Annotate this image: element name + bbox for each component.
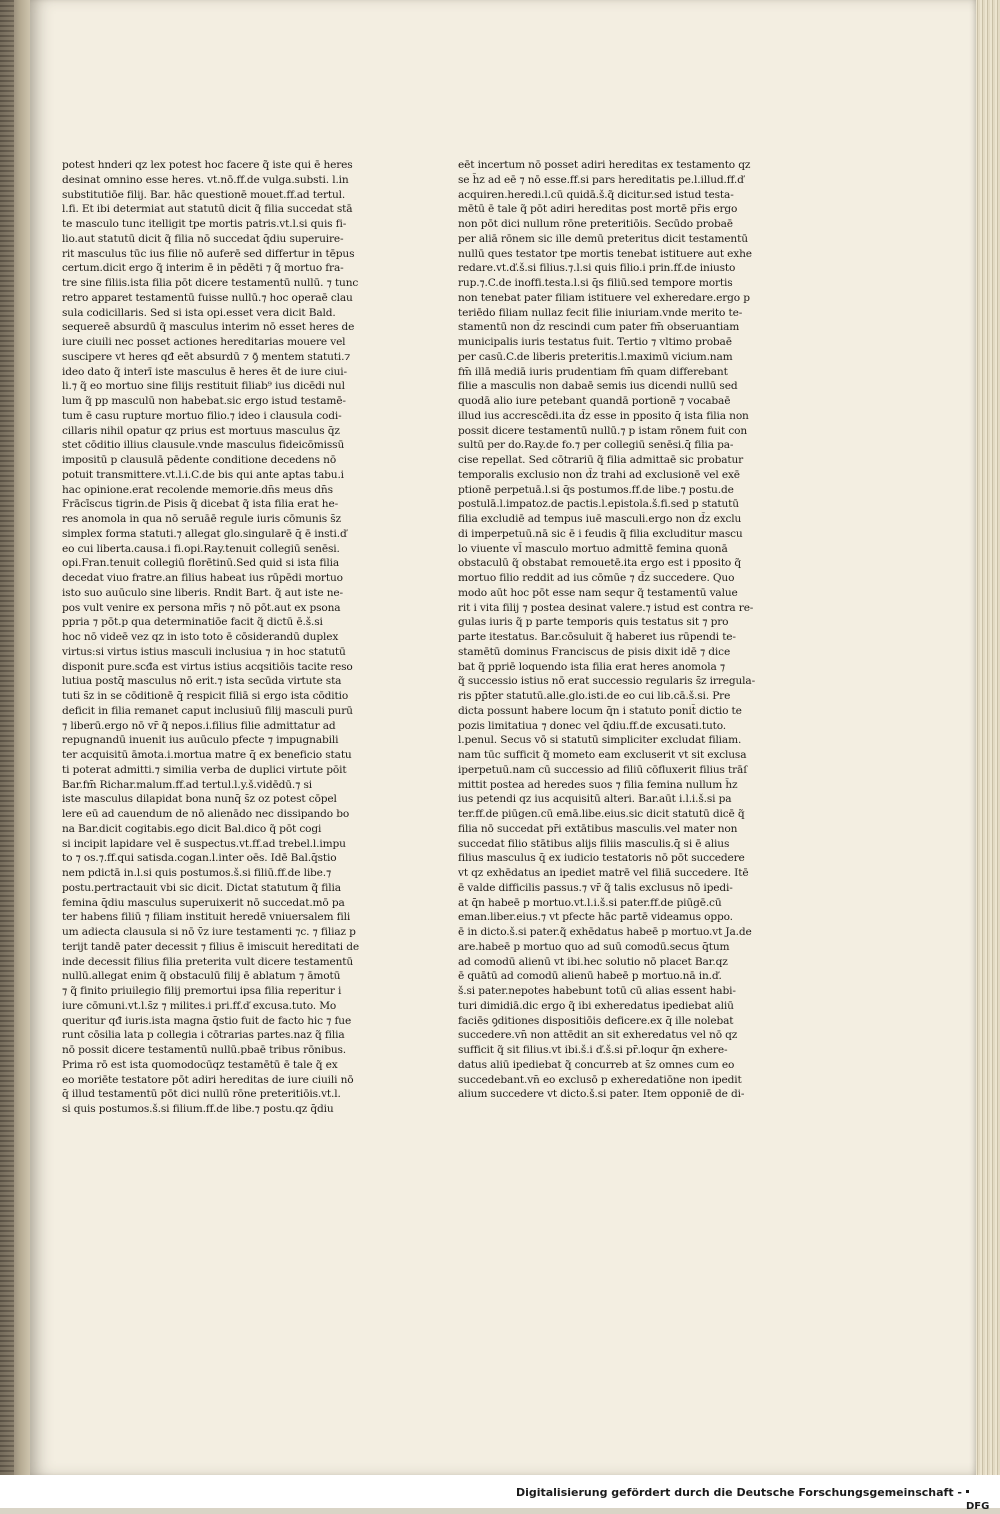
- text-line: q̃ successio istius nō erat successio regularis s̄z irregula-: [458, 675, 755, 688]
- text-line: repugnandū inuenit ius auūculo pfecte ⁊ impugnabili: [62, 734, 339, 747]
- text-line: nam tūc sufficit q̃ mometo eam excluserit vt sit exclusa: [458, 749, 747, 761]
- text-line: gulas iuris q̃ p parte temporis quis testatus sit ⁊ pro: [458, 616, 729, 629]
- text-line: tuti s̄z in se cōditionē q̄ respicit filiā si ergo ista cōditio: [62, 690, 349, 702]
- text-line: succedebant.vn̄ eo exclusō p exheredatiōne non ipedit: [458, 1073, 742, 1086]
- text-line: pos vult venire ex persona mr̄is ⁊ nō pōt.aut ex psona: [62, 601, 341, 614]
- text-line: hac opinione.erat recolende memorie.dn̄s meus dn̄s: [62, 483, 333, 496]
- text-line: possit dicere testamentū nullū.⁊ p istam rōnem fuit con: [458, 424, 748, 437]
- text-line: obstaculū q̃ obstabat remouetē.ita ergo est i pposito q̃: [458, 557, 742, 570]
- text-line: nullū ques testator tpe mortis tenebat istituere aut exhe: [458, 247, 752, 260]
- text-line: quodā alio iure petebant quandā portionē ⁊ vocabaē: [458, 395, 731, 407]
- text-line: ⁊ q̃ finito priuilegio filij premortui ipsa filia reperitur i: [62, 985, 342, 997]
- text-line: retro apparet testamentū fuisse nullū.⁊ hoc operaē clau: [62, 291, 353, 304]
- text-line: modo aūt hoc pōt esse nam sequr q̃ testamentū value: [458, 586, 738, 599]
- text-line: hoc nō videē vez qz in isto toto ē cōsiderandū duplex: [62, 631, 339, 643]
- text-line: filia nō succedat pr̄i extātibus masculis.vel mater non: [458, 822, 738, 835]
- text-line: potest hnderi qz lex potest hoc facere q̃ iste qui ē heres: [62, 159, 353, 171]
- binding-texture: [0, 0, 14, 1475]
- text-line: impositū p clausulā pēdente conditione decedens nō: [62, 454, 337, 466]
- text-line: opi.Fran.tenuit collegiū florētinū.Sed quid si ista filia: [62, 557, 340, 570]
- text-line: na Bar.dicit cogitabis.ego dicit Bal.dico q̃ pōt cogi: [62, 822, 322, 835]
- text-line: datus aliū ipediebat q̃ concurreb at s̄z omnes cum eo: [458, 1058, 735, 1071]
- text-line: fm̄ illā mediā iuris prudentiam fm̄ quam differebant: [458, 365, 728, 378]
- text-line: deficit in filia remanet caput inclusiuū filij masculi purū: [62, 704, 353, 717]
- text-line: te masculo tunc itelligit tpe mortis patris.vt.l.si quis fi-: [62, 218, 347, 230]
- text-line: queritur qđ iuris.ista magna q̄stio fuit de facto hic ⁊ fue: [62, 1014, 352, 1027]
- right-text-column: [458, 158, 794, 1102]
- dfg-logo: [966, 1484, 994, 1512]
- text-line: nem pdictā in.l.si quis postumos.š.si filiū.ff.de libe.⁊: [62, 867, 332, 879]
- text-line: potuit transmittere.vt.l.i.C.de bis qui ante aptas tabu.i: [62, 468, 344, 481]
- text-line: illud ius accrescēdi.ita d̄z esse in pposito q̄ ista filia non: [458, 409, 749, 422]
- text-line: si quis postumos.š.si filium.ff.de libe.⁊ postu.qz q̄diu: [62, 1103, 334, 1115]
- text-line: per casū.C.de liberis preteritis.l.maximū vicium.nam: [458, 350, 733, 363]
- text-line: iure cōmuni.vt.l.s̄z ⁊ milites.i pri.ff.ď excusa.tuto. Mo: [62, 999, 337, 1012]
- text-line: sultū per do.Ray.de fo.⁊ per collegiū senēsi.q̄ filia pa-: [458, 439, 734, 452]
- text-line: ter habens filiū ⁊ filiam instituit heredē vniuersalem fili: [62, 911, 351, 924]
- text-line: sequereē absurdū q̃ masculus interim nō esset heres de: [62, 321, 355, 334]
- text-line: postulā.l.impatoz.de pactis.l.epistola.š.fi.sed p statutū: [458, 498, 739, 511]
- text-line: eo cui liberta.causa.i fi.opi.Ray.tenuit collegiū senēsi.: [62, 542, 340, 555]
- text-line: decedat viuo fratre.an filius habeat ius rūpēdi mortuo: [62, 572, 343, 584]
- text-line: iure ciuili nec posset actiones hereditarias mouere vel: [62, 336, 346, 348]
- text-line: lum q̃ pp masculū non habebat.sic ergo istud testamē-: [62, 395, 346, 407]
- text-line: certum.dicit ergo q̃ interim ē in pēdēti ⁊ q̃ mortuo fra-: [62, 262, 344, 275]
- text-line: š.si pater.nepotes habebunt totū cū alias essent habi-: [458, 985, 736, 997]
- text-line: eo moriēte testatore pōt adiri hereditas de iure ciuili nō: [62, 1073, 354, 1086]
- text-line: ad comodū alienū vt ibi.hec solutio nō placet Bar.qz: [458, 955, 728, 968]
- text-line: filia excludiē ad tempus iuē masculi.ergo non d̄z exclu: [458, 513, 742, 525]
- text-line: per aliā rōnem sic ille demū preteritus dicit testamentū: [458, 232, 748, 245]
- text-line: rit masculus tūc ius filie nō auferē sed differtur in tēpus: [62, 247, 355, 260]
- text-line: desinat omnino esse heres. vt.nō.ff.de vulga.substi. l.in: [62, 173, 349, 186]
- text-line: suscipere vt heres qđ eēt absurdū ⁊ ꝯ̄ mentem statuti.⁊: [62, 350, 351, 363]
- text-line: cillaris nihil opatur qz prius est mortuus masculus q̄z: [62, 424, 340, 437]
- text-line: ius petendi qz ius acquisitū alteri. Bar.aūt i.l.i.š.si pa: [458, 793, 732, 806]
- text-line: ptionē perpetuā.l.si q̄s postumos.ff.de libe.⁊ postu.de: [458, 483, 734, 496]
- text-line: terijt tandē pater decessit ⁊ filius ē imiscuit hereditati de: [62, 940, 359, 953]
- text-line: postu.pertractauit vbi sic dicit. Dictat statutum q̃ filia: [62, 881, 341, 894]
- text-line: non pōt dici nullum rōne preteritiōis. Secūdo probaē: [458, 218, 733, 230]
- text-line: ē valde difficilis passus.⁊ vr̄ q̃ talis exclusus nō ipedi-: [458, 881, 733, 894]
- text-line: lo viuente vl̄ masculo mortuo admittē femina quonā: [458, 542, 728, 555]
- text-line: sufficit q̃ sit filius.vt ibi.š.i ď.š.si pr̄.loqur q̄n exhere-: [458, 1044, 728, 1056]
- text-line: ē quātū ad comodū alienū habeē p mortuo.nā in.ď.: [458, 970, 722, 983]
- text-line: pozis limitatiua ⁊ donec vel q̄diu.ff.de excusati.tuto.: [458, 719, 727, 732]
- logo-dot-icon: [966, 1490, 969, 1493]
- text-line: mittit postea ad heredes suos ⁊ filia femina nullum h̄z: [458, 778, 738, 791]
- text-line: lio.aut statutū dicit q̃ filia nō succedat q̄diu superuire-: [62, 232, 344, 245]
- text-line: parte itestatus. Bar.cōsuluit q̃ haberet ius rūpendi te-: [458, 631, 736, 643]
- funding-credit: Digitalisierung gefördert durch die Deutsche Forschungsgemeinschaft -: [515, 1486, 962, 1499]
- text-line: redare.vt.ď.š.si filius.⁊.l.si quis filio.i prin.ff.de iniusto: [458, 262, 736, 275]
- text-line: lutiua postq̄ masculus nō erit.⁊ ista secūda virtute sta: [62, 675, 342, 688]
- text-line: eēt incertum nō posset adiri hereditas ex testamento qz: [458, 159, 751, 171]
- text-line: l.penul. Secus vō si statutū simpliciter excludat filiam.: [458, 734, 742, 747]
- text-line: iste masculus dilapidat bona nunq̄ s̄z oz potest cōpel: [62, 793, 337, 806]
- text-line: q̄ illud testamentū pōt dici nullū rōne preteritiōis.vt.l.: [62, 1088, 341, 1101]
- text-line: ter.ff.de piūgen.cū emā.libe.eius.sic dicit statutū dicē q̃: [458, 808, 745, 820]
- text-line: substitutiōe filij. Bar. hāc questionē mouet.ff.ad tertul.: [62, 188, 346, 201]
- text-line: tre sine filiis.ista filia pōt dicere testamentū nullū. ⁊ tunc: [62, 277, 359, 289]
- text-line: ⁊ liberū.ergo nō vr̄ q̃ nepos.i.filius filie admittatur ad: [62, 719, 336, 732]
- text-line: acquiren.heredi.l.cū quidā.š.q̃ dicitur.sed istud testa-: [458, 188, 734, 201]
- text-line: sula codicillaris. Sed si ista opi.esset vera dicit Bald.: [62, 306, 336, 319]
- text-line: turi dimidiā.dic ergo q̃ ibi exheredatus ipediebat aliū: [458, 999, 734, 1012]
- text-line: ē in dicto.š.si pater.q̃ exhēdatus habeē p mortuo.vt Ja.de: [458, 926, 752, 938]
- text-line: filius masculus q̄ ex iudicio testatoris nō pōt succedere: [458, 852, 745, 865]
- text-line: to ⁊ os.⁊.ff.qui satisda.cogan.l.inter oēs. Idē Bal.q̄stio: [62, 852, 337, 865]
- text-line: stamētū dominus Franciscus de pisis dixit idē ⁊ dice: [458, 645, 731, 658]
- text-line: cise repellat. Sed cōtrariū q̃ filia admittaē sic probatur: [458, 454, 744, 466]
- text-line: succedere.vn̄ non attēdit an sit exheredatus vel nō qz: [458, 1029, 738, 1042]
- text-line: vt qz exhēdatus an ipediet matrē vel filiā succedere. Itē: [458, 867, 749, 879]
- dfg-logo-text: DFG: [966, 1501, 990, 1512]
- text-line: inde decessit filius filia preterita vult dicere testamentū: [62, 955, 354, 968]
- text-line: res anomola in qua nō seruāē regule iuris cōmunis s̄z: [62, 513, 341, 525]
- text-line: Frācīscus tigrin.de Pisis q̃ dicebat q̃ ista filia erat he-: [62, 498, 339, 511]
- text-line: ter acquisitū āmota.i.mortua matre q̄ ex beneficio statu: [62, 749, 352, 761]
- text-line: virtus:si virtus istius masculi inclusiua ⁊ in hoc statutū: [62, 645, 346, 658]
- text-line: stet cōditio illius clausule.vnde masculus fideicōmissū: [62, 439, 345, 452]
- text-line: femina q̄diu masculus superuixerit nō succedat.mō pa: [62, 896, 345, 909]
- text-line: ideo dato q̃ interī iste masculus ē heres ēt de iure ciui-: [62, 365, 347, 378]
- text-line: dicta possunt habere locum q̄n i statuto ponit̄ dictio te: [458, 704, 742, 717]
- text-line: rup.⁊.C.de inoffi.testa.l.si q̄s filiū.sed tempore mortis: [458, 277, 733, 289]
- text-line: at q̄n habeē p mortuo.vt.l.i.š.si pater.ff.de piūgē.cū: [458, 896, 722, 909]
- text-line: Prima rō est ista quomodocūqz testamētū ē tale q̃ ex: [62, 1058, 338, 1071]
- text-line: simplex forma statuti.⁊ allegat glo.singularē q̄ ē insti.ď: [62, 527, 347, 540]
- text-line: faciēs ꝯditiones dispositiōis deficere.ex q̄ ille nolebat: [458, 1014, 734, 1027]
- text-line: se h̄z ad eē ⁊ nō esse.ff.si pars hereditatis pe.l.illud.ff.ď: [458, 173, 744, 186]
- text-line: filie a masculis non dabaē semis ius dicendi nullū sed: [458, 380, 738, 393]
- text-line: mētū ē tale q̃ pōt adiri hereditas post mortē pr̄is ergo: [458, 203, 738, 216]
- text-line: nullū.allegat enim q̃ obstaculū filij ē ablatum ⁊ āmotū: [62, 970, 341, 983]
- text-line: Bar.fm̄ Richar.malum.ff.ad tertul.l.y.š.vidēdū.⁊ si: [62, 778, 312, 791]
- text-line: teriēdo filiam nullaz fecit filie iniuriam.vnde merito te-: [458, 306, 743, 319]
- text-line: stamentū non d̄z rescindi cum pater fm̄ obseruantiam: [458, 321, 740, 334]
- text-line: si incipit lapidare vel ē suspectus.vt.ff.ad trebel.l.impu: [62, 837, 346, 850]
- text-line: disponit pure.scđa est virtus istius acqsitiōis tacite reso: [62, 660, 353, 673]
- text-line: tum ē casu rupture mortuo filio.⁊ ideo i clausula codi-: [62, 409, 342, 422]
- text-line: li.⁊ q̃ eo mortuo sine filijs restituit filiab⁹ ius dicēdi nul: [62, 380, 345, 393]
- text-line: runt cōsilia lata p collegia i cōtrarias partes.naz q̃ filia: [62, 1029, 345, 1042]
- book-page: [30, 0, 976, 1475]
- text-line: eman.liber.eius.⁊ vt pfecte hāc partē videamus oppo.: [458, 911, 733, 924]
- text-line: alium succedere vt dicto.š.si pater. Item opponiē de di-: [458, 1088, 745, 1101]
- footer-bar: [0, 1475, 1000, 1512]
- text-line: temporalis exclusio non d̄z trahi ad exclusionē vel exē: [458, 468, 740, 481]
- text-line: ris pp̄ter statutū.alle.glo.isti.de eo cui lib.cā.š.si. Pre: [458, 690, 731, 702]
- text-line: lere eū ad cauendum de nō alienādo nec dissipando bo: [62, 808, 350, 820]
- text-line: mortuo filio reddit ad ius cōmūe ⁊ d̄z succedere. Quo: [458, 572, 735, 584]
- left-text-column: [62, 158, 392, 1117]
- text-line: rit i vita filij ⁊ postea desinat valere.⁊ istud est contra re-: [458, 601, 754, 614]
- text-line: di imperpetuū.nā sic ē i feudis q̃ filia excluditur mascu: [458, 527, 743, 540]
- text-line: iperpetuū.nam cū successio ad filiū cōfluxerit filius trāſ: [458, 763, 747, 776]
- text-line: succedat filio stātibus alijs filiis masculis.q̄ si ē alius: [458, 837, 730, 850]
- book-binding-edge: [0, 0, 34, 1475]
- text-line: non tenebat pater filiam istituere vel exheredare.ergo p: [458, 291, 750, 304]
- text-line: municipalis iuris testatus fuit. Tertio ⁊ vltimo probaē: [458, 336, 732, 348]
- text-line: bat q̃ ppriē loquendo ista filia erat heres anomola ⁊: [458, 660, 726, 673]
- text-line: are.habeē p mortuo quo ad suū comodū.secus q̄tum: [458, 940, 730, 953]
- text-line: um adiecta clausula si nō v̄z iure testamenti ⁊c. ⁊ filiaz p: [62, 926, 356, 938]
- text-line: isto suo auūculo sine liberis. Rndit Bart. q̃ aut iste ne-: [62, 586, 343, 599]
- text-line: ti poterat admitti.⁊ similia verba de duplici virtute pōit: [62, 763, 347, 776]
- text-line: ppria ⁊ pōt.p qua determinatiōe facit q̃ dictū ē.š.si: [62, 616, 323, 629]
- text-line: l.fi. Et ibi determiat aut statutū dicit q̃ filia succedat stā: [62, 203, 353, 216]
- text-line: nō possit dicere testamentū nullū.pbaē tribus rōnibus.: [62, 1044, 347, 1056]
